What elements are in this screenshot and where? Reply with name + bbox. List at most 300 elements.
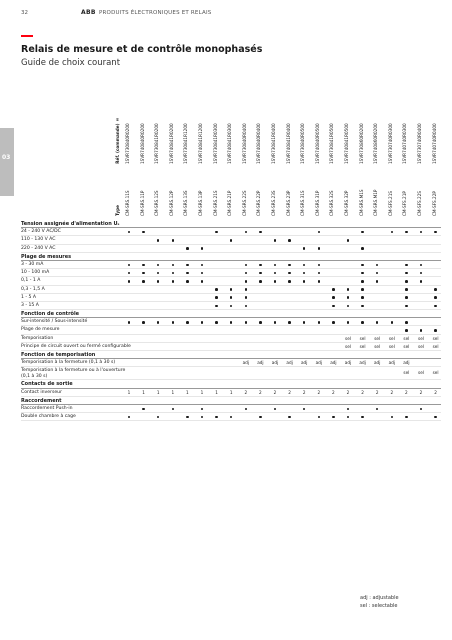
dot-icon xyxy=(201,247,204,250)
empty-cell xyxy=(139,335,149,343)
bullet-dot xyxy=(299,318,309,326)
row-label xyxy=(21,326,60,334)
product-type: CM-SRS.31P xyxy=(314,190,320,216)
row-label xyxy=(21,277,40,285)
bullet-dot xyxy=(343,413,353,421)
product-column xyxy=(197,96,207,216)
bullet-dot xyxy=(197,405,207,413)
dot-icon xyxy=(245,321,248,324)
dot-icon xyxy=(201,408,204,411)
bullet-dot xyxy=(197,261,207,269)
product-column xyxy=(387,96,397,216)
empty-cell xyxy=(168,302,178,310)
cell-value: 1 xyxy=(171,389,175,395)
table-row xyxy=(21,367,441,380)
bullet-dot xyxy=(168,405,178,413)
empty-cell xyxy=(124,286,134,294)
empty-cell xyxy=(401,245,411,253)
accent-bar xyxy=(21,35,33,37)
dot-icon xyxy=(288,264,291,267)
dot-icon xyxy=(215,305,218,308)
empty-cell xyxy=(270,286,280,294)
dot-icon xyxy=(142,272,145,275)
cell-value: adj xyxy=(388,360,395,366)
cell-value: sel xyxy=(432,370,439,376)
empty-cell xyxy=(285,326,295,334)
dot-icon xyxy=(347,288,350,291)
cell-value: 1 xyxy=(229,389,233,395)
dot-icon xyxy=(157,321,160,324)
empty-cell xyxy=(182,228,192,236)
empty-cell xyxy=(431,245,441,253)
bullet-dot xyxy=(124,277,134,285)
dot-icon xyxy=(376,280,379,283)
bullet-dot xyxy=(416,277,426,285)
product-reference: 1SVR740841R0400 xyxy=(285,123,291,164)
cell-value: adj xyxy=(373,360,381,366)
dot-icon xyxy=(215,296,218,299)
bullet-dot xyxy=(212,413,222,421)
empty-cell xyxy=(285,405,295,413)
product-column xyxy=(358,96,368,216)
dot-icon xyxy=(142,408,145,411)
selection-table xyxy=(21,220,441,421)
dot-icon xyxy=(318,272,321,275)
bullet-dot xyxy=(401,286,411,294)
dot-icon xyxy=(420,280,423,283)
row-label-line: 0,1 - 1 A xyxy=(21,278,41,284)
empty-cell xyxy=(431,405,441,413)
bullet-dot xyxy=(182,277,192,285)
bullet-dot xyxy=(314,277,324,285)
table-row xyxy=(21,405,441,413)
dot-icon xyxy=(332,296,335,299)
dot-icon xyxy=(303,272,306,275)
bullet-dot xyxy=(299,277,309,285)
bullet-dot xyxy=(241,228,251,236)
empty-cell xyxy=(241,326,251,334)
bullet-dot xyxy=(255,228,265,236)
row-label xyxy=(21,318,87,326)
dot-icon xyxy=(332,305,335,308)
bullet-dot xyxy=(299,245,309,253)
row-label xyxy=(21,261,43,269)
chapter-tab[interactable] xyxy=(0,128,14,196)
bullet-dot xyxy=(299,269,309,277)
row-label-line: Double chambre à cage xyxy=(21,414,76,420)
empty-cell xyxy=(328,245,338,253)
empty-cell xyxy=(124,370,134,378)
empty-cell xyxy=(124,294,134,302)
dot-icon xyxy=(245,264,248,267)
product-type: CM-SRS.M1P xyxy=(373,189,379,216)
bullet-dot xyxy=(270,269,280,277)
empty-cell xyxy=(153,405,163,413)
product-reference: 1SVR740740R0400 xyxy=(431,123,437,164)
empty-cell xyxy=(387,405,397,413)
empty-cell xyxy=(372,326,382,334)
bullet-dot xyxy=(372,269,382,277)
empty-cell xyxy=(241,335,251,343)
empty-cell xyxy=(358,405,368,413)
empty-cell xyxy=(212,359,222,367)
empty-cell xyxy=(255,236,265,244)
dot-icon xyxy=(347,408,350,411)
bullet-dot xyxy=(401,269,411,277)
product-reference: 1SVR740740R0300 xyxy=(402,123,408,164)
empty-cell xyxy=(387,370,397,378)
empty-cell xyxy=(168,326,178,334)
bullet-dot xyxy=(226,413,236,421)
table-row xyxy=(21,343,441,351)
row-label-line: (0,1 à 30 s) xyxy=(21,373,48,379)
product-column xyxy=(255,96,265,216)
dot-icon xyxy=(434,305,437,308)
empty-cell xyxy=(226,245,236,253)
bullet-dot xyxy=(226,236,236,244)
product-reference: 1SVR730840R0500 xyxy=(300,123,306,164)
dot-icon xyxy=(215,288,218,291)
row-cells xyxy=(124,245,444,253)
empty-cell xyxy=(328,261,338,269)
empty-cell xyxy=(328,326,338,334)
empty-cell xyxy=(124,302,134,310)
row-cells xyxy=(124,228,444,236)
cell-value: 2 xyxy=(302,389,306,395)
empty-cell xyxy=(372,286,382,294)
product-reference: 1SVR740841R0500 xyxy=(344,123,349,164)
empty-cell xyxy=(387,245,397,253)
product-reference: 1SVR730841R0500 xyxy=(329,123,335,164)
dot-icon xyxy=(172,280,175,283)
bullet-dot xyxy=(124,228,134,236)
dot-icon xyxy=(288,280,291,283)
empty-cell xyxy=(255,343,265,351)
empty-cell xyxy=(387,277,397,285)
empty-cell xyxy=(270,335,280,343)
empty-cell xyxy=(270,413,280,421)
empty-cell xyxy=(241,413,251,421)
cell-value: 2 xyxy=(375,389,379,395)
product-type: CM-SRS.31S xyxy=(300,190,306,216)
empty-cell xyxy=(226,405,236,413)
bullet-dot xyxy=(212,302,222,310)
empty-cell xyxy=(124,236,134,244)
empty-cell xyxy=(241,245,251,253)
empty-cell xyxy=(212,269,222,277)
dot-icon xyxy=(245,305,248,308)
dot-icon xyxy=(274,408,277,411)
dot-icon xyxy=(434,231,437,234)
empty-cell xyxy=(255,286,265,294)
bullet-dot xyxy=(328,413,338,421)
bullet-dot xyxy=(285,277,295,285)
table-row xyxy=(21,359,441,367)
empty-cell xyxy=(124,359,134,367)
empty-cell xyxy=(124,335,134,343)
section-label: Tension assignée d'alimentation Uₛ xyxy=(21,221,120,227)
product-column xyxy=(285,96,295,216)
empty-cell xyxy=(139,302,149,310)
empty-cell xyxy=(226,370,236,378)
empty-cell xyxy=(314,405,324,413)
table-row xyxy=(21,335,441,343)
dot-icon xyxy=(347,305,350,308)
empty-cell xyxy=(168,294,178,302)
cell-value: sel xyxy=(432,343,439,349)
product-type: CM-SRS.21S xyxy=(212,190,218,216)
empty-cell xyxy=(314,236,324,244)
empty-cell xyxy=(197,302,207,310)
dot-icon xyxy=(259,264,262,267)
product-type: CM-SFS.21S xyxy=(387,190,393,216)
product-column xyxy=(153,96,163,216)
dot-icon xyxy=(420,408,423,411)
bullet-dot xyxy=(401,228,411,236)
bullet-dot xyxy=(431,294,441,302)
dot-icon xyxy=(172,239,175,242)
bullet-dot xyxy=(358,269,368,277)
dot-icon xyxy=(142,264,145,267)
empty-cell xyxy=(299,286,309,294)
row-label-line: Contact inverseur xyxy=(21,389,62,395)
dot-icon xyxy=(142,280,145,283)
dot-icon xyxy=(434,329,437,332)
bullet-dot xyxy=(328,318,338,326)
bullet-dot xyxy=(343,236,353,244)
bullet-dot xyxy=(285,413,295,421)
type-header: Type xyxy=(115,205,120,216)
empty-cell xyxy=(212,277,222,285)
bullet-dot xyxy=(343,318,353,326)
row-label xyxy=(21,343,131,351)
empty-cell xyxy=(431,318,441,326)
bullet-dot xyxy=(153,236,163,244)
dot-icon xyxy=(128,272,131,275)
bullet-dot xyxy=(241,269,251,277)
dot-icon xyxy=(361,416,364,419)
cell-value: adj xyxy=(315,360,322,366)
bullet-dot xyxy=(416,269,426,277)
dot-icon xyxy=(434,416,437,419)
dot-icon xyxy=(288,416,291,419)
cell-value: 2 xyxy=(259,389,262,395)
row-cells xyxy=(124,389,444,397)
dot-icon xyxy=(332,416,335,419)
empty-cell xyxy=(182,302,192,310)
page-header xyxy=(21,8,441,20)
dot-icon xyxy=(303,264,306,267)
empty-cell xyxy=(328,269,338,277)
empty-cell xyxy=(372,236,382,244)
cell-value: 1 xyxy=(200,389,204,395)
table-row xyxy=(21,413,441,421)
row-label-line: 0,3 - 1,5 A xyxy=(21,286,45,292)
cell-value: sel xyxy=(359,335,366,341)
empty-cell xyxy=(255,326,265,334)
product-reference: 1SVR730840R0400 xyxy=(241,123,247,164)
empty-cell xyxy=(372,245,382,253)
table-row xyxy=(21,326,441,334)
row-label-line: Raccordement Push-in xyxy=(21,405,73,411)
empty-cell xyxy=(285,228,295,236)
dot-icon xyxy=(405,231,408,234)
bullet-dot xyxy=(124,318,134,326)
dot-icon xyxy=(186,264,189,267)
dot-icon xyxy=(405,305,408,308)
dot-icon xyxy=(420,231,423,234)
empty-cell xyxy=(372,302,382,310)
row-label xyxy=(21,228,61,236)
empty-cell xyxy=(168,335,178,343)
dot-icon xyxy=(347,416,350,419)
bullet-dot xyxy=(358,228,368,236)
bullet-dot xyxy=(168,277,178,285)
empty-cell xyxy=(314,286,324,294)
empty-cell xyxy=(226,343,236,351)
bullet-dot xyxy=(182,245,192,253)
dot-icon xyxy=(142,231,145,234)
brand-logo: ABB xyxy=(81,9,96,16)
bullet-dot xyxy=(139,277,149,285)
cell-value: sel xyxy=(388,343,395,349)
empty-cell xyxy=(270,370,280,378)
empty-cell xyxy=(270,294,280,302)
dot-icon xyxy=(274,321,277,324)
cell-value: 2 xyxy=(434,389,437,395)
dot-icon xyxy=(186,272,189,275)
bullet-dot xyxy=(226,318,236,326)
product-type: CM-SRS.11S xyxy=(125,190,130,216)
dot-icon xyxy=(288,272,291,275)
dot-icon xyxy=(361,280,364,283)
empty-cell xyxy=(270,302,280,310)
bullet-dot xyxy=(197,318,207,326)
empty-cell xyxy=(387,269,397,277)
empty-cell xyxy=(416,294,426,302)
dot-icon xyxy=(405,272,408,275)
section-label: Contacts de sortie xyxy=(21,381,73,388)
empty-cell xyxy=(241,236,251,244)
dot-icon xyxy=(245,288,248,291)
dot-icon xyxy=(186,280,189,283)
empty-cell xyxy=(139,370,149,378)
dot-icon xyxy=(157,239,160,242)
table-row xyxy=(21,277,441,285)
dot-icon xyxy=(245,408,248,411)
bullet-dot xyxy=(255,269,265,277)
bullet-dot xyxy=(270,236,280,244)
bullet-dot xyxy=(255,413,265,421)
empty-cell xyxy=(182,286,192,294)
bullet-dot xyxy=(197,245,207,253)
bullet-dot xyxy=(372,318,382,326)
dot-icon xyxy=(230,288,233,291)
dot-icon xyxy=(230,416,233,419)
dot-icon xyxy=(405,288,408,291)
empty-cell xyxy=(431,261,441,269)
dot-icon xyxy=(215,416,218,419)
bullet-dot xyxy=(168,261,178,269)
product-reference: 1SVR740840R0500 xyxy=(314,123,320,164)
dot-icon xyxy=(157,264,160,267)
table-row xyxy=(21,245,441,253)
table-row xyxy=(21,228,441,236)
bullet-dot xyxy=(285,261,295,269)
dot-icon xyxy=(157,280,160,283)
empty-cell xyxy=(416,359,426,367)
cell-value: sel xyxy=(418,370,424,376)
bullet-dot xyxy=(401,277,411,285)
product-reference: 1SVR730841R0400 xyxy=(271,123,276,164)
dot-icon xyxy=(230,321,233,324)
row-cells xyxy=(124,335,444,343)
bullet-dot xyxy=(241,405,251,413)
empty-cell xyxy=(153,294,163,302)
table-row xyxy=(21,269,441,277)
bullet-dot xyxy=(153,277,163,285)
bullet-dot xyxy=(343,294,353,302)
row-label xyxy=(21,245,55,253)
bullet-dot xyxy=(153,269,163,277)
row-cells xyxy=(124,413,444,421)
row-label-line: 1 - 5 A xyxy=(21,294,37,300)
bullet-dot xyxy=(401,413,411,421)
empty-cell xyxy=(431,236,441,244)
bullet-dot xyxy=(182,269,192,277)
bullet-dot xyxy=(139,228,149,236)
dot-icon xyxy=(186,247,189,250)
bullet-dot xyxy=(270,405,280,413)
empty-cell xyxy=(255,294,265,302)
bullet-dot xyxy=(124,269,134,277)
row-cells xyxy=(124,261,444,269)
dot-icon xyxy=(347,296,350,299)
table-row xyxy=(21,302,441,310)
product-column xyxy=(241,96,251,216)
row-label-line: Temporisation à la fermeture (0,1 à 30 s) xyxy=(21,360,116,366)
bullet-dot xyxy=(270,318,280,326)
cell-value: 2 xyxy=(419,389,423,395)
empty-cell xyxy=(314,294,324,302)
row-cells xyxy=(124,294,444,302)
dot-icon xyxy=(361,296,364,299)
product-column xyxy=(314,96,324,216)
bullet-dot xyxy=(387,228,397,236)
dot-icon xyxy=(157,416,160,419)
empty-cell xyxy=(372,228,382,236)
product-type: CM-SRS.22S xyxy=(241,190,247,216)
empty-cell xyxy=(124,326,134,334)
table-row xyxy=(21,389,441,397)
section-row xyxy=(21,351,441,359)
cell-value: sel xyxy=(418,343,424,349)
empty-cell xyxy=(182,294,192,302)
empty-cell xyxy=(431,359,441,367)
empty-cell xyxy=(299,413,309,421)
cell-value: adj xyxy=(330,360,337,366)
row-label-line: 24 - 240 V AC/DC xyxy=(21,229,61,235)
empty-cell xyxy=(372,294,382,302)
product-reference: 1SVR740841R0200 xyxy=(168,123,174,164)
empty-cell xyxy=(212,335,222,343)
dot-icon xyxy=(318,247,321,250)
empty-cell xyxy=(328,370,338,378)
empty-cell xyxy=(197,343,207,351)
dot-icon xyxy=(361,272,364,275)
row-cells xyxy=(124,318,444,326)
empty-cell xyxy=(387,261,397,269)
